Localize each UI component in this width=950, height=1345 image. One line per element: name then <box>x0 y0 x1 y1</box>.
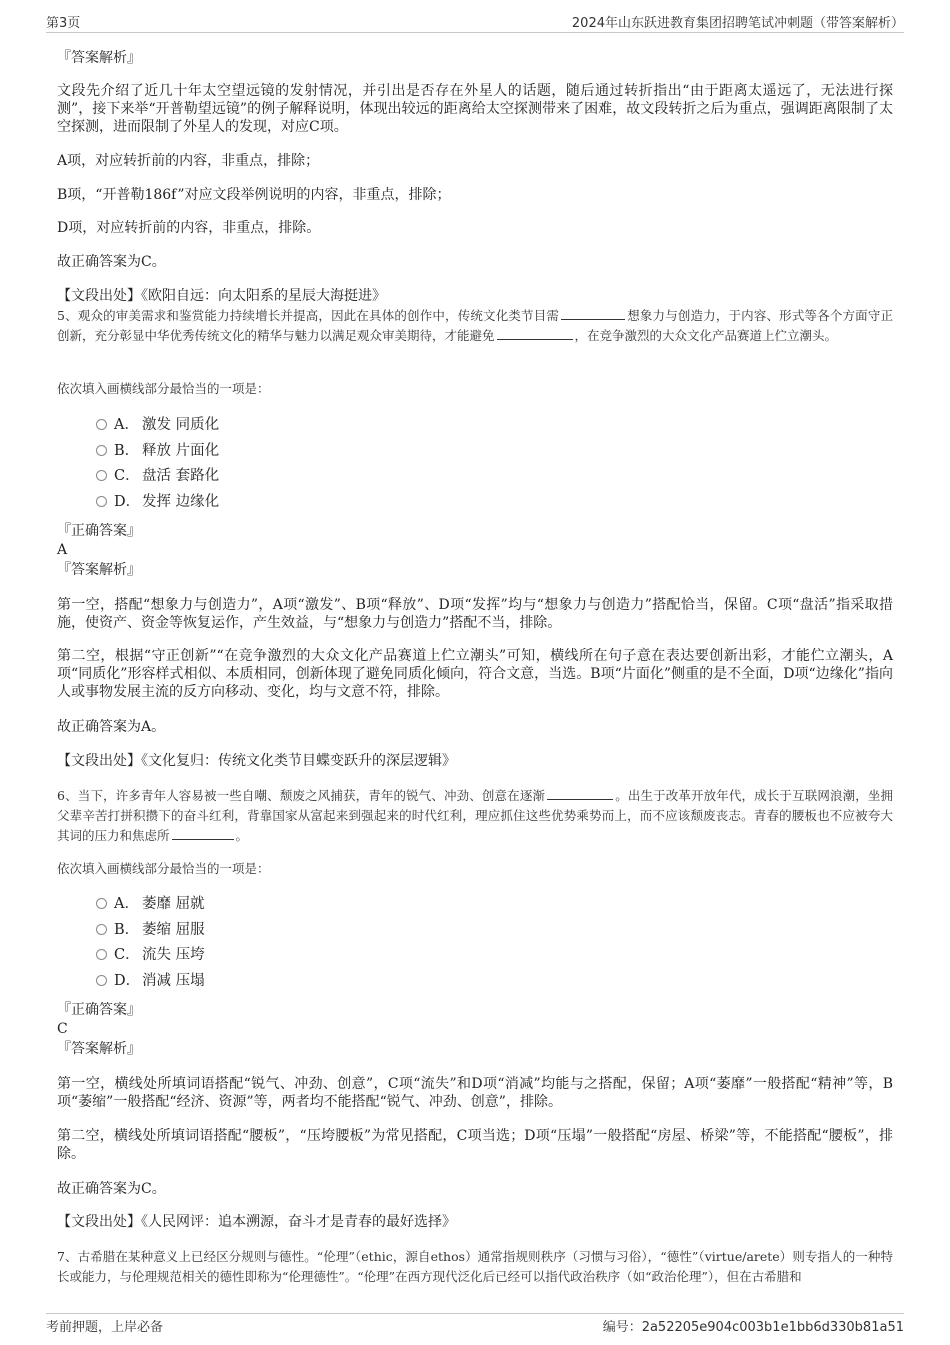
correct-answer-value: C <box>57 1021 68 1037</box>
question-7-text: 7、古希腊在某种意义上已经区分规则与德性。“伦理”（ethic，源自ethos）通常指规则秩序（习惯与习俗），“德性”（virtue/arete）则专指人的一种特长或能力，与伦理规范相关的德性即称为“伦理德性”。“伦理”在西方现代泛化后已经可以指代政治秩序（如“政治伦理”），但在古希腊和 <box>57 1249 893 1284</box>
question-prompt: 依次填入画横线部分最恰当的一项是： <box>57 861 270 876</box>
blank-2 <box>497 327 573 340</box>
option-d[interactable]: D． 消减 压塌 <box>96 972 205 990</box>
page-header <box>46 12 904 33</box>
footer-slogan: 考前押题，上岸必备 <box>46 1320 164 1335</box>
document-code: 编号：2a52205e904c003b1e1bb6d330b81a51 <box>602 1320 904 1335</box>
analysis-line-a: A项，对应转折前的内容，非重点，排除； <box>57 153 320 169</box>
option-c[interactable]: C． 流失 压垮 <box>96 946 205 964</box>
correct-answer-label: 『正确答案』 <box>57 523 141 539</box>
option-b[interactable]: B． 释放 片面化 <box>96 442 219 460</box>
page-footer <box>46 1313 904 1335</box>
analysis-line-d: D项，对应转折前的内容，非重点，排除。 <box>57 220 321 236</box>
analysis-paragraph-2: 第二空，根据“守正创新”“在竞争激烈的大众文化产品赛道上伫立潮头”可知，横线所在句子意在表达要创新出彩，才能伫立潮头，A项“同质化”形容样式相似、本质相同，创新体现了避免同质化倾向，符合文意，当选。B项“片面化”侧重的是不全面，D项“边缘化”指向人或事物发展主流的反方向移动、变化，均与文意不符，排除。 <box>57 648 893 700</box>
option-d[interactable]: D． 发挥 边缘化 <box>96 493 219 511</box>
source-line: 【文段出处】《人民网评：追本溯源，奋斗才是青春的最好选择》 <box>57 1214 456 1230</box>
analysis-paragraph-1: 第一空，搭配“想象力与创造力”，A项“激发”、B项“释放”、D项“发挥”均与“想象力与创造力”搭配恰当，保留。C项“盘活”指采取措施，使资产、资金等恢复运作，产生效益，与“想象力与创造力”搭配不当，排除。 <box>57 597 893 631</box>
radio-icon[interactable] <box>96 419 107 430</box>
analysis-paragraph: 文段先介绍了近几十年太空望远镜的发射情况，并引出是否存在外星人的话题，随后通过转折指出“由于距离太遥远了，无法进行探测”，接下来举“开普勒望远镜”的例子解释说明，体现出较远的距离给太空探测带来了困难，故文段转折之后为重点，强调距离限制了太空探测，进而限制了外星人的发现，对应C项。 <box>57 83 893 135</box>
answer-line: 故正确答案为A。 <box>57 719 166 735</box>
option-c[interactable]: C． 盘活 套路化 <box>96 467 219 485</box>
analysis-paragraph-2: 第二空，横线处所填词语搭配“腰板”，“压垮腰板”为常见搭配，C项当选；D项“压塌”一般搭配“房屋、桥梁”等，不能搭配“腰板”，排除。 <box>57 1128 893 1162</box>
radio-icon[interactable] <box>96 949 107 960</box>
radio-icon[interactable] <box>96 496 107 507</box>
radio-icon[interactable] <box>96 898 107 909</box>
radio-icon[interactable] <box>96 975 107 986</box>
option-b[interactable]: B． 萎缩 屈服 <box>96 921 205 939</box>
radio-icon[interactable] <box>96 445 107 456</box>
analysis-label: 『答案解析』 <box>57 50 141 66</box>
option-a[interactable]: A． 激发 同质化 <box>96 416 219 434</box>
question-prompt: 依次填入画横线部分最恰当的一项是： <box>57 381 270 396</box>
analysis-line-b: B项，“开普勒186f”对应文段举例说明的内容，非重点，排除； <box>57 187 451 203</box>
question-5-text: 5、观众的审美需求和鉴赏能力持续增长并提高，因此在具体的创作中，传统文化类节目需 想象力与创造力，于内容、形式等各个方面守正创新，充分彰显中华优秀传统文化的精华与魅力以满足观众审美期待，才能避免 ，在竞争激烈的大众文化产品赛道上伫立潮头。 <box>57 308 893 343</box>
analysis-label: 『答案解析』 <box>57 562 141 578</box>
answer-line: 故正确答案为C。 <box>57 254 166 270</box>
document-title: 2024年山东跃进教育集团招聘笔试冲刺题（带答案解析） <box>571 16 904 31</box>
blank-1 <box>547 787 613 800</box>
page-number: 第3页 <box>46 16 81 31</box>
source-line: 【文段出处】《文化复归：传统文化类节目蝶变跃升的深层逻辑》 <box>57 753 456 769</box>
radio-icon[interactable] <box>96 924 107 935</box>
answer-line: 故正确答案为C。 <box>57 1181 166 1197</box>
source-line: 【文段出处】《欧阳自远：向太阳系的星辰大海挺进》 <box>57 288 386 304</box>
question-6-text: 6、当下，许多青年人容易被一些自嘲、颓废之风捕获，青年的锐气、冲劲、创意在逐渐 。出生于改革开放年代，成长于互联网浪潮，坐拥父辈辛苦打拼积攒下的奋斗红利，背靠国家从富起来到强起来的时代红利，理应抓住这些优势乘势而上，而不应该颓废丧志。青春的腰板也不应被夸大其词的压力和焦虑所 。 <box>57 788 893 843</box>
correct-answer-value: A <box>57 542 68 558</box>
blank-1 <box>561 307 625 320</box>
analysis-label: 『答案解析』 <box>57 1041 141 1057</box>
correct-answer-label: 『正确答案』 <box>57 1002 141 1018</box>
blank-2 <box>172 827 234 840</box>
option-a[interactable]: A． 萎靡 屈就 <box>96 895 205 913</box>
analysis-paragraph-1: 第一空，横线处所填词语搭配“锐气、冲劲、创意”，C项“流失”和D项“消减”均能与之搭配，保留；A项“萎靡”一般搭配“精神”等，B项“萎缩”一般搭配“经济、资源”等，两者均不能搭配“锐气、冲劲、创意”，排除。 <box>57 1076 893 1110</box>
radio-icon[interactable] <box>96 470 107 481</box>
